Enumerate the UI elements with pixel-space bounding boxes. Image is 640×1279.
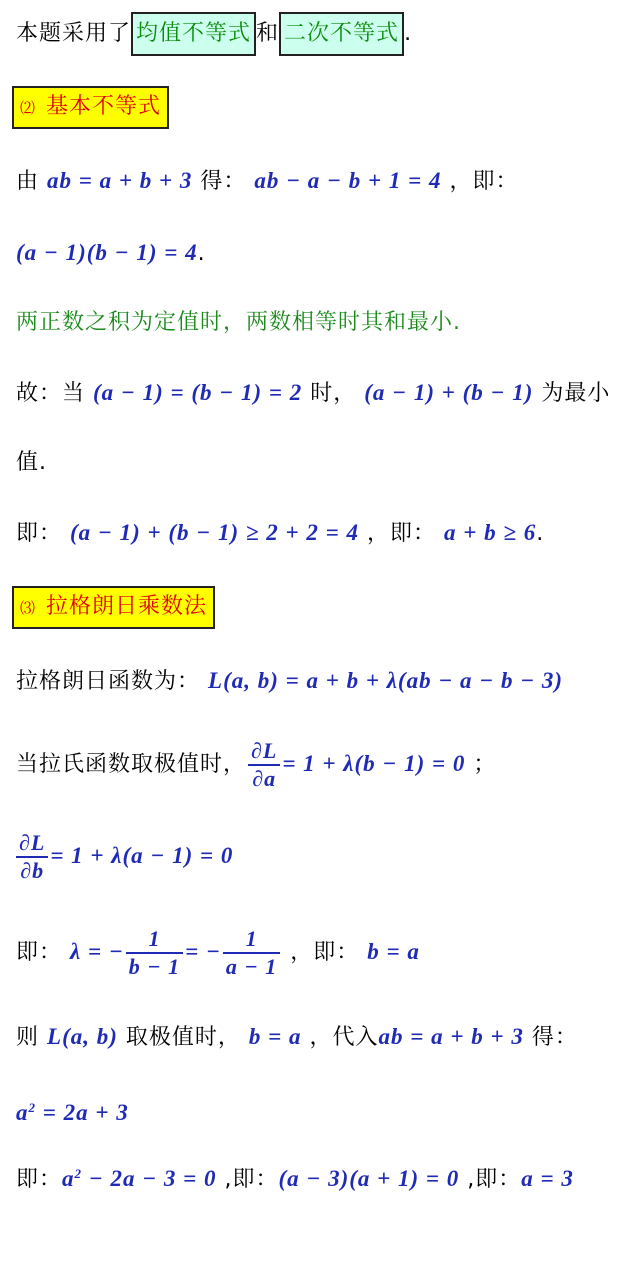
numerator: ∂L: [248, 738, 280, 766]
equation: [16, 1100, 129, 1125]
text: 则: [16, 1025, 40, 1050]
var-a: a: [62, 1166, 75, 1191]
section-2-title: 基本不等式: [46, 94, 162, 119]
text: ，代入: [309, 1025, 379, 1050]
denominator: ∂b: [20, 858, 45, 883]
equation: λ = −: [70, 939, 124, 964]
text: ，即：: [449, 169, 519, 194]
numerator: 1: [126, 926, 183, 954]
text: 时，: [310, 381, 357, 406]
s3-line-1: [16, 666, 632, 697]
s2-line-1: [16, 166, 632, 197]
numerator: 1: [223, 926, 280, 954]
text: 当拉氏函数取极值时，: [16, 752, 247, 777]
text: ,即：: [467, 1167, 522, 1192]
intro-and: 和: [256, 21, 280, 46]
s3-line-5: [16, 1022, 632, 1053]
equation: [62, 1166, 216, 1191]
text: 拉格朗日函数为：: [16, 669, 201, 694]
tag-mean-inequality: 均值不等式: [131, 12, 256, 56]
text: ,即：: [224, 1167, 279, 1192]
section-2-number: ⑵: [20, 99, 37, 117]
fraction-dL-db: [16, 830, 48, 884]
s3-line-6: [16, 1098, 632, 1129]
s2-line-5: [16, 448, 632, 478]
equation: ab − a − b + 1 = 4: [254, 168, 442, 193]
s2-line-3: [16, 308, 632, 338]
superscript: 2: [28, 1100, 36, 1115]
equation: L(a, b) = a + b + λ(ab − a − b − 3): [208, 668, 564, 693]
fraction-1-over-b-1: [126, 926, 183, 980]
text: 即：: [16, 940, 63, 965]
s2-line-2: [16, 238, 632, 269]
denominator: ∂a: [252, 766, 277, 791]
intro-line: [16, 12, 632, 56]
equation: = −: [185, 939, 221, 964]
s3-line-3: [16, 826, 632, 887]
section-2-header: [12, 86, 169, 129]
text: 值.: [16, 450, 47, 475]
text: ，即：: [290, 940, 360, 965]
equation: (a − 1) = (b − 1) = 2: [93, 380, 303, 405]
var-a: a: [16, 1100, 29, 1125]
section-3-header: [12, 586, 215, 629]
equation: = 1 + λ(a − 1) = 0: [50, 843, 234, 868]
s3-line-2: [16, 734, 632, 795]
equation: ab = a + b + 3: [378, 1024, 524, 1049]
denominator: b − 1: [128, 954, 181, 979]
equation: a + b ≥ 6: [443, 520, 537, 545]
equation: a = 3: [521, 1166, 574, 1191]
s3-line-4: [16, 922, 632, 983]
rhs: − 2a − 3 = 0: [88, 1166, 217, 1191]
tag-quadratic-inequality: 二次不等式: [279, 12, 404, 56]
intro-prefix: 本题采用了: [16, 21, 132, 46]
equation: L(a, b): [47, 1024, 118, 1049]
rhs: = 2a + 3: [42, 1100, 129, 1125]
fraction-1-over-a-1: [223, 926, 280, 980]
text: .: [197, 241, 206, 266]
text: ，即：: [366, 521, 436, 546]
text: 得：: [200, 169, 247, 194]
text: 得：: [531, 1025, 578, 1050]
s3-line-7: [16, 1164, 632, 1195]
equation: (a − 1)(b − 1) = 4: [16, 240, 198, 265]
equation: b = a: [248, 1024, 302, 1049]
text: ；: [473, 752, 497, 777]
fraction-dL-da: [248, 738, 280, 792]
section-3-title: 拉格朗日乘数法: [46, 594, 208, 619]
superscript: 2: [74, 1166, 83, 1181]
equation: (a − 1) + (b − 1): [364, 380, 534, 405]
text: 为最小: [541, 381, 611, 406]
denominator: a − 1: [225, 954, 278, 979]
s2-line-4: [16, 378, 632, 409]
text: 即：: [16, 1167, 63, 1192]
intro-suffix: .: [404, 21, 413, 46]
section-3-number: ⑶: [20, 599, 37, 617]
equation: = 1 + λ(b − 1) = 0: [282, 751, 466, 776]
s2-line-6: [16, 518, 632, 549]
text: 故：当: [16, 381, 86, 406]
text: 由: [16, 169, 40, 194]
note-text: 两正数之积为定值时，两数相等时其和最小.: [16, 310, 461, 335]
text: .: [536, 521, 545, 546]
equation: b = a: [367, 939, 420, 964]
numerator: ∂L: [16, 830, 48, 858]
equation: ab = a + b + 3: [47, 168, 193, 193]
text: 取极值时，: [125, 1025, 241, 1050]
equation: (a − 1) + (b − 1) ≥ 2 + 2 = 4: [70, 520, 359, 545]
text: 即：: [16, 521, 63, 546]
equation: (a − 3)(a + 1) = 0: [278, 1166, 460, 1191]
